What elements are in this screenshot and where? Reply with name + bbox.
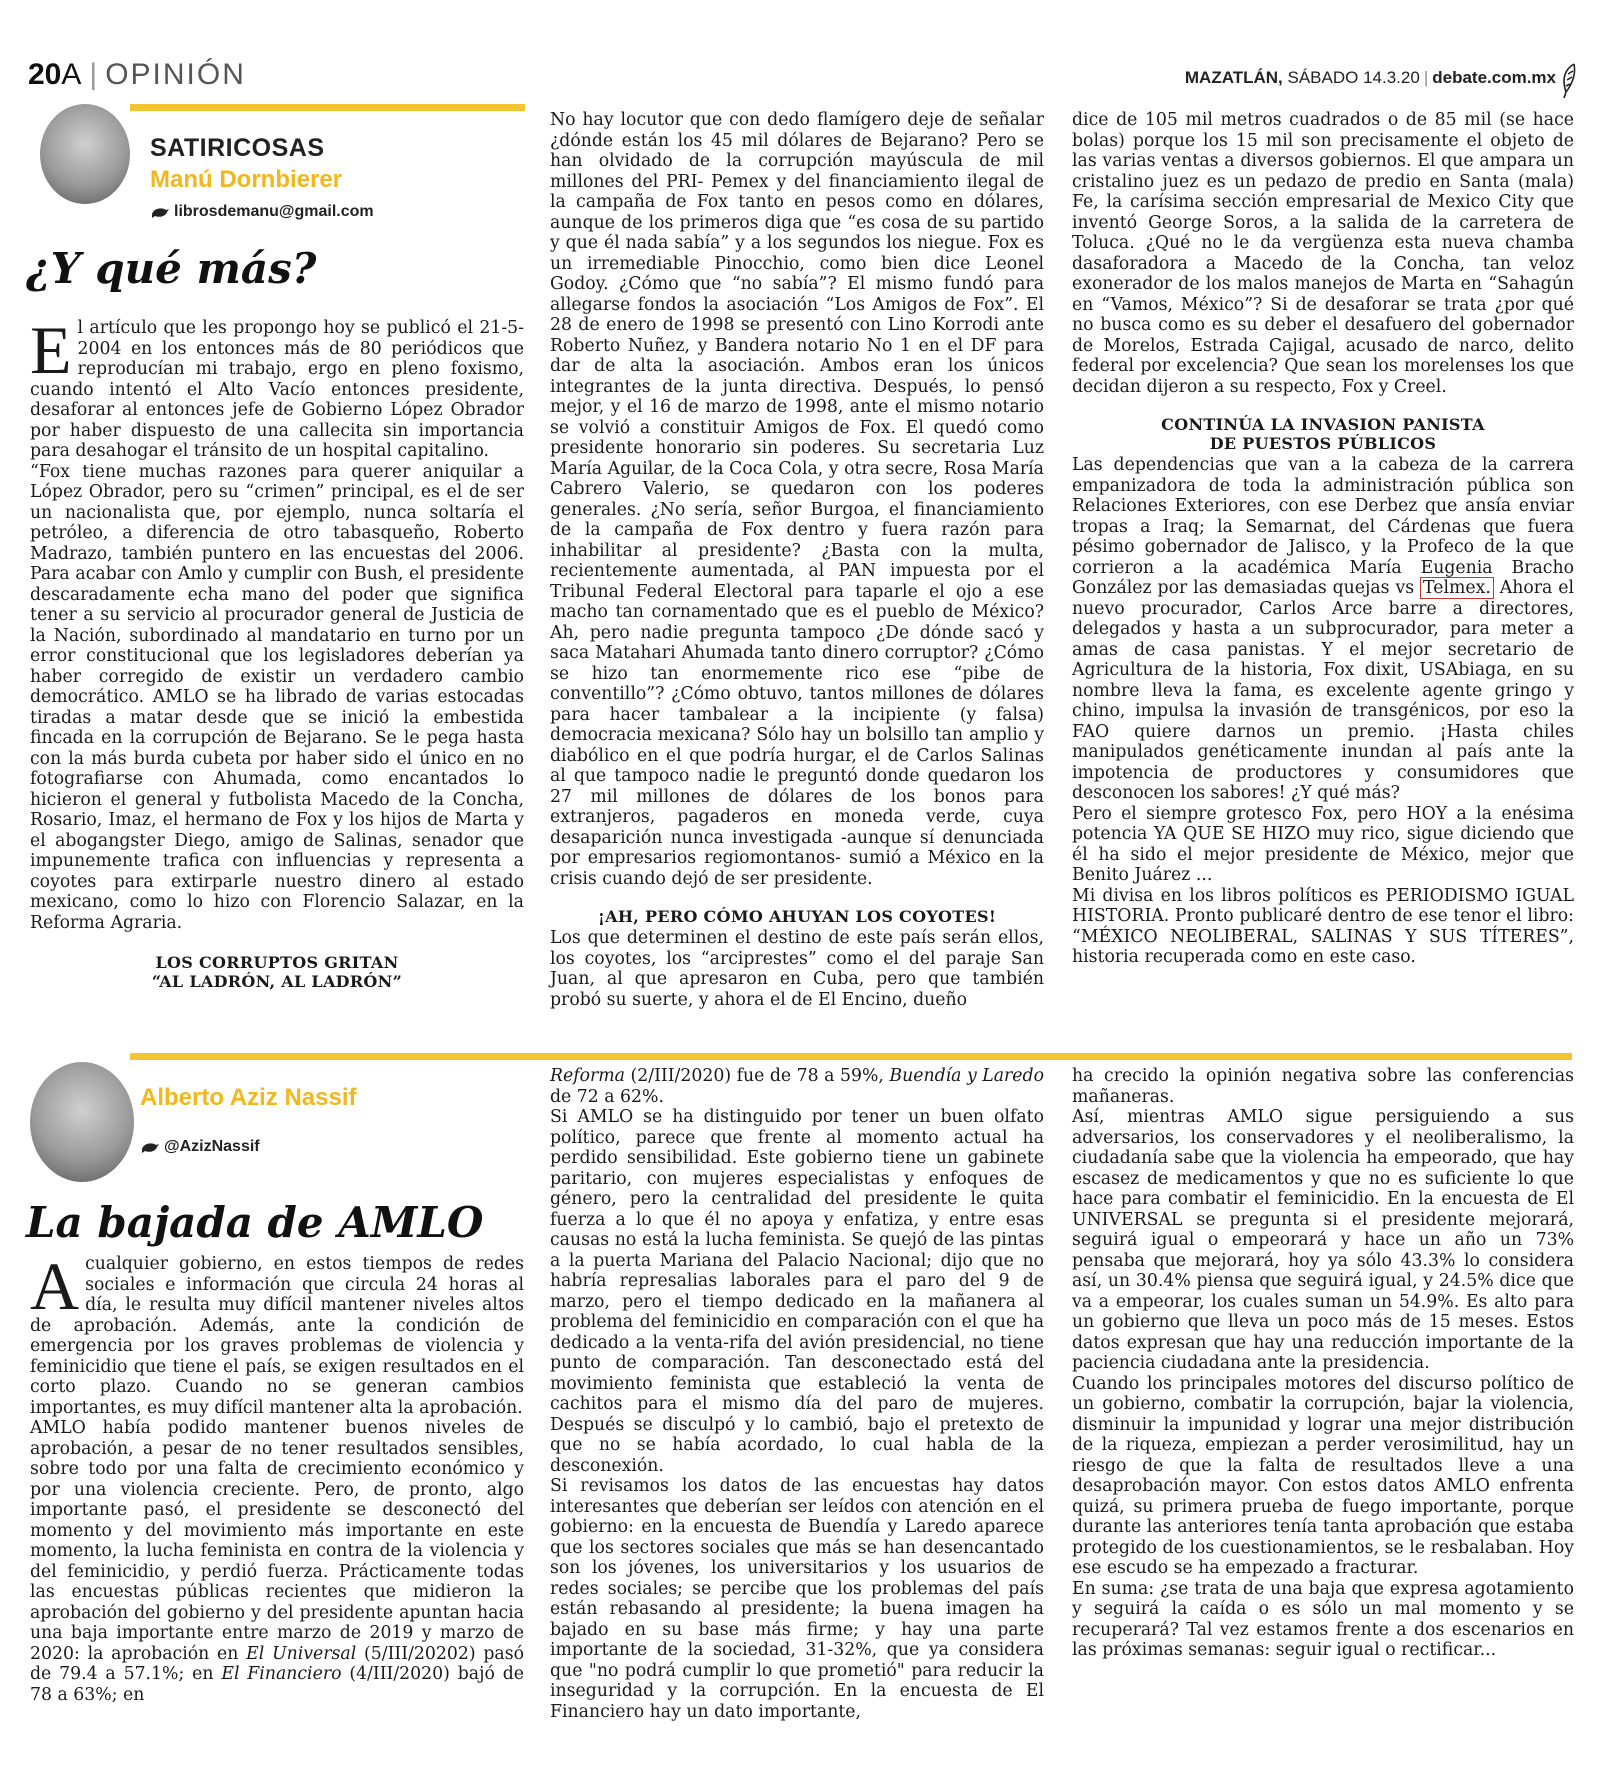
paragraph: Pero el siempre grotesco Fox, pero HOY a la enésima potencia YA QUE SE HIZO muy rico, sigue diciendo que él ha sido el mejor presidente de México, mejor que Benito Juárez ... <box>1072 803 1574 885</box>
article-column-1 <box>30 1248 524 1774</box>
paragraph: Las dependencias que van a la cabeza de la carrera empanizadora de toda la administración pública son Relaciones Exteriores, con ese Derbez que ansía enviar tropas a Iraq; la Semarnat, del Cárdenas que fuera pésimo gobernador de Jalisco, y la Profeco de la que corrieron a la académica María Eugenia Bracho González por las demasiadas quejas vs Telmex. Ahora el nuevo procurador, Carlos Arce barre a directores, delegados y hasta a un subprocurador, para meter a amas de casa panistas. Y el mejor secretario de Agricultura de la historia, Fox dixit, USAbiaga, en su nombre lleva la fama, es excelente agente gringo y chino, impulsa la invasión de transgénicos, por eso la FAO quiere darnos un premio. ¡Hasta chiles manipulados genéticamente inundan al país ante la impotencia de productores y consumidores que desconocen los sabores! ¿Y qué más? <box>1072 455 1574 803</box>
article-headline: ¿Y qué más? <box>26 244 317 293</box>
contact-email[interactable]: librosdemanu@gmail.com <box>174 203 374 220</box>
author-name: Alberto Aziz Nassif <box>140 1084 357 1111</box>
drop-cap: E <box>30 312 72 388</box>
article-column-3 <box>1072 1066 1574 1776</box>
paragraph: A cualquier gobierno, en estos tiempos de redes sociales e información que circula 24 horas al día, le resulta muy difícil mantener niveles altos de aprobación. Además, ante la condición de emergencia por los graves problemas de violencia y feminicidio que tiene el país, se exigen resultados en el corto plazo. Cuando no se generan cambios importantes, es muy difícil mantener alta la aprobación. <box>30 1248 524 1418</box>
article-column-2 <box>550 1066 1044 1776</box>
article-column-2 <box>550 110 1044 1020</box>
feather-icon <box>1560 62 1578 100</box>
city: MAZATLÁN, <box>1184 68 1283 87</box>
section-name: OPINIÓN <box>105 58 246 91</box>
author-handle[interactable] <box>140 1138 260 1156</box>
page-header <box>28 54 1578 98</box>
paragraph: Así, mientras AMLO sigue persiguiendo a sus adversarios, los conservadores y el neoliberalismo, la ciudadanía sabe que la violencia ha empeorado, que hay escasez de medicamentos y que no es suficiente lo que hace para combatir el feminicidio. En la encuesta de El UNIVERSAL se pregunta si el presidente mejorará, seguirá igual o empeorará y hace un año un 73% pensaba que mejorará, hoy ya sólo 43.3% lo considera así, un 30.4% piensa que seguirá igual, y 24.5% dice que va a empeorar, los cuales suman un 54.9%. Es alto para un gobierno que lleva un poco más de 15 meses. Estos datos expresan que hay una reducción importante de la paciencia ciudadana ante la presidencia. <box>1072 1107 1574 1373</box>
paragraph: “Fox tiene muchas razones para querer aniquilar a López Obrador, pero su “crimen” principal, es el de ser un nacionalista que, por ejemplo, nunca soltaría el petróleo, a diferencia de otro tabasqueño, Roberto Madrazo, también puntero en las encuestas del 2006. Para acabar con Amlo y cumplir con Bush, el presidente descaradamente echa mano del poder que significa tener a su servicio al procurador general de Justicia de la Nación, subordinado al mandatario en turno por un error constitucional que los legisladores deberían ya haber corregido de existir un verdadero cambio democrático. AMLO se ha librado de varias estocadas tiradas a matar desde que se inició la embestida fincada en la corrupción de Bejarano. Se le pega hasta con la más burda cubeta por haber sido el único en no fotografiarse con Ahumada, como encantados lo hicieron el general y futbolista Macedo de la Concha, Rosario, Imaz, el hermano de Fox y los hijos de Marta y el abogangster Diego, amigo de Salinas, senador que impunemente trafica con influencias y representa a coyotes para extirparle nuestro dinero al estado mexicano, como lo hizo con Florencio Salazar, en la Reforma Agraria. <box>30 461 524 933</box>
page-label <box>28 58 246 92</box>
paragraph: En suma: ¿se trata de una baja que expresa agotamiento y seguirá la caída o es sólo un mal momento y se recuperará? Tal vez estamos frente a dos escenarios en las próximas semanas: seguir igual o rectificar... <box>1072 1578 1574 1660</box>
paragraph: ha crecido la opinión negativa sobre las conferencias mañaneras. <box>1072 1066 1574 1107</box>
author-photo <box>40 104 130 204</box>
paragraph: Reforma (2/III/2020) fue de 78 a 59%, Buendía y Laredo de 72 a 62%. <box>550 1066 1045 1107</box>
author-photo <box>30 1062 134 1182</box>
author-contact[interactable] <box>150 203 374 221</box>
site-url[interactable]: debate.com.mx <box>1432 68 1556 87</box>
article-column-3 <box>1072 110 1574 1020</box>
paragraph: Si revisamos los datos de las encuestas hay datos interesantes que deberían ser leídos con atención en el gobierno: en la encuesta de Buendía y Laredo aparece que los sectores sociales que más se han desencantado son los jóvenes, los universitarios y los usuarios de redes sociales; se percibe que los problemas del país están rebasando al presidente; la buena imagen ha bajado en su base más firme; y hay una parte importante de la sociedad, 31-32%, que ya considera que "no podrá cumplir lo que prometió" para reducir la inseguridad y la corrupción. En la encuesta de El Financiero hay un dato importante, <box>550 1476 1044 1722</box>
divider: | <box>89 58 98 91</box>
paragraph: Cuando los principales motores del discurso político de un gobierno, combatir la corrupción, bajar la violencia, disminuir la impunidad y lograr una mejor distribución de la riqueza, empiezan a perder verosimilitud, hay un riesgo de que la falta de resultados lleve a una desaprobación mayor. Con estos datos AMLO enfrenta quizá, su primera prueba de fuego importante, porque durante las anteriores tenía tanta aprobación que estaba protegido de los cuestionamientos, se le resbalaban. Hoy ese escudo se ha empezado a fracturar. <box>1072 1373 1574 1578</box>
paragraph: AMLO había podido mantener buenos niveles de aprobación, a pesar de no tener resultados sensibles, sobre todo por una falta de crecimiento económico y por una violencia creciente. Pero, de pronto, algo importante pasó, el presidente se desconectó del momento y del movimiento más importante en este momento, la lucha feminista en contra de la violencia y del feminicidio, y perdió fuerza. Prácticamente todas las encuestas públicas recientes que midieron la aprobación del gobierno y del presidente apuntan hacia una baja importante entre marzo de 2019 y marzo de 2020: la aprobación en El Universal (5/III/20202) pasó de 79.4 a 57.1%; en El Financiero (4/III/2020) bajó de 78 a 63%; en <box>30 1418 524 1705</box>
drop-cap: A <box>30 1248 80 1324</box>
highlighted-word: Telmex. <box>1420 577 1494 599</box>
article-column-1 <box>30 312 524 991</box>
column-name: SATIRICOSAS <box>150 134 325 162</box>
paragraph: dice de 105 mil metros cuadrados o de 85 mil (se hace bolas) porque los 15 mil son precisamente el objeto de las varias ventas a diversos gobiernos. El que ampara un cristalino juez es un pedazo de predio en Santa (mala) Fe, la carísima sección empresarial de Mexico City que inventó George Soros, a la salida de la carretera de Toluca. ¿Qué no le da vergüenza esta nueva chamba dasaforadora a Macedo de la Concha, tan veloz exonerador de los malos manejos de Marta en “Sahagún en “Vamos, México”? Si de desaforar se trata ¿por qué no busca como es su deber el desafuero del gobernador de Morelos, Estrada Cajigal, acusado de narco, delito federal por excelencia? Que sean los morelenses los que decidan dijeron a su respecto, Fox y Creel. <box>1072 110 1574 397</box>
paragraph: No hay locutor que con dedo flamígero deje de señalar ¿dónde están los 45 mil dólares de Bejarano? Pero se han olvidado de la corrupción mayúscula de mil millones del PRI- Pemex y del financiamiento ilegal de la campaña de Fox tanto en pesos como en dólares, aunque de los primeros diga que “es cosa de su partido y que él nada sabía” y a los segundos los niegue. Fox es un irremediable Pinocchio, como bien dice Leonel Godoy. ¿Cómo que “no sabía”? El mismo fundó para allegarse fondos la asociación “Los Amigos de Fox”. El 28 de enero de 1998 se presentó con Lino Korrodi ante Roberto Nuñez, y Bandera notario No 1 en el DF para dar de alta la asociación. Ambos eran los únicos integrantes de la junta directiva. Después, lo pensó mejor, y el 16 de marzo de 1998, ante el mismo notario se volvió a constituir Amigos de Fox. El quedó como presidente honorario sin poderes. Su secretaria Luz María Aguilar, de la Coca Cola, y otra secre, Rosa María Cabrero Valerio, se quedaron con los poderes generales. ¿No sería, señor Burgoa, el financiamiento de la campaña de Fox dentro y fuera razón para inhabilitar al presidente? ¿Basta con la multa, recientemente aumentada, al PAN impuesta por el Tribunal Federal Electoral para taparle el ojo a ese macho tan cornamentado que es el pueblo de México? Ah, pero nadie pregunta tampoco ¿De dónde sacó y saca Matahari Ahumada tanto dinero corruptor? ¿Cómo se hizo tan enormemente rico ese “pibe de conventillo”? ¿Cómo obtuvo, tantos millones de dólares para hacer tambalear a la incipiente (y falsa) democracia mexicana? Sólo hay un bolsillo tan amplio y diabólico en el que podría hurgar, el de Carlos Salinas al que tampoco nadie le preguntó donde quedaron los 27 mil millones de dólares de los bonos para extranjeros, pagaderos en moneda verde, cuya desaparición nunca investigada -aunque sí denunciada por empresarios regiomontanos- sumió a México en la crisis cuando dejó de ser presidente. <box>550 110 1044 889</box>
paragraph: Mi divisa en los libros políticos es PERIODISMO IGUAL HISTORIA. Pronto publicaré dentro de ese tenor el libro: “MÉXICO NEOLIBERAL, SALINAS Y SUS TÍTERES”, historia recuperada como en este caso. <box>1072 885 1574 967</box>
paragraph: Si AMLO se ha distinguido por tener un buen olfato político, parece que frente al momento actual ha perdido sensibilidad. Este gobierno tiene un gabinete paritario, con mujeres especialistas y enfoques de género, pero la centralidad del presidente le quita fuerza a lo que él no apoya y enfatiza, y entre esas causas no está la lucha feminista. Se quejó de las pintas a la puerta Mariana del Palacio Nacional; dijo que no habría represalias laborales para el paro del 9 de marzo, pero el tiempo dedicado en la mañanera al problema del feminicidio en comparación con el que ha dedicado a la venta-rifa del avión presidencial, no tiene punto de comparación. Tan desconectado está del movimiento feminista que estableció la venta de cachitos para el mismo día del paro de mujeres. Después se disculpó y lo cambió, bajo el pretexto de que no se había acordado, lo cual habla de la desconexión. <box>550 1107 1044 1476</box>
subheading: LOS CORRUPTOS GRITAN “AL LADRÓN, AL LADRÓN” <box>151 953 403 991</box>
twitter-handle[interactable]: @AzizNassif <box>164 1138 260 1155</box>
subheading: ¡AH, PERO CÓMO AHUYAN LOS COYOTES! <box>597 907 997 926</box>
author-name: Manú Dornbierer <box>150 166 343 193</box>
page-number: 20 <box>28 58 62 91</box>
bird-icon <box>140 1139 160 1155</box>
article-headline: La bajada de AMLO <box>26 1198 484 1247</box>
paragraph: Los que determinen el destino de este país serán ellos, los coyotes, los “arciprestes” como el del paraje San Juan, al que apresaron en Cuba, pero que también probó su suerte, y ahora el de El Encino, dueño <box>550 928 1044 1010</box>
bird-icon <box>150 204 170 220</box>
subheading: CONTINÚA LA INVASION PANISTA DE PUESTOS PÚBLICOS <box>1161 415 1485 453</box>
dateline <box>1185 68 1556 88</box>
accent-bar <box>130 104 525 111</box>
date: SÁBADO 14.3.20 <box>1287 68 1420 87</box>
page-suffix: A <box>61 58 82 91</box>
paragraph: El artículo que les propongo hoy se publicó el 21-5-2004 en los entonces más de 80 periódicos que reproducían mi trabajo, ergo en pleno foxismo, cuando intentó el Alto Vacío entonces presidente, desaforar al entonces jefe de Gobierno López Obrador por haber dispuesto de una callecita sin importancia para desahogar el tránsito de un hospital capitalino. <box>30 312 524 461</box>
divider: | <box>1423 68 1429 87</box>
accent-bar <box>130 1053 1572 1060</box>
